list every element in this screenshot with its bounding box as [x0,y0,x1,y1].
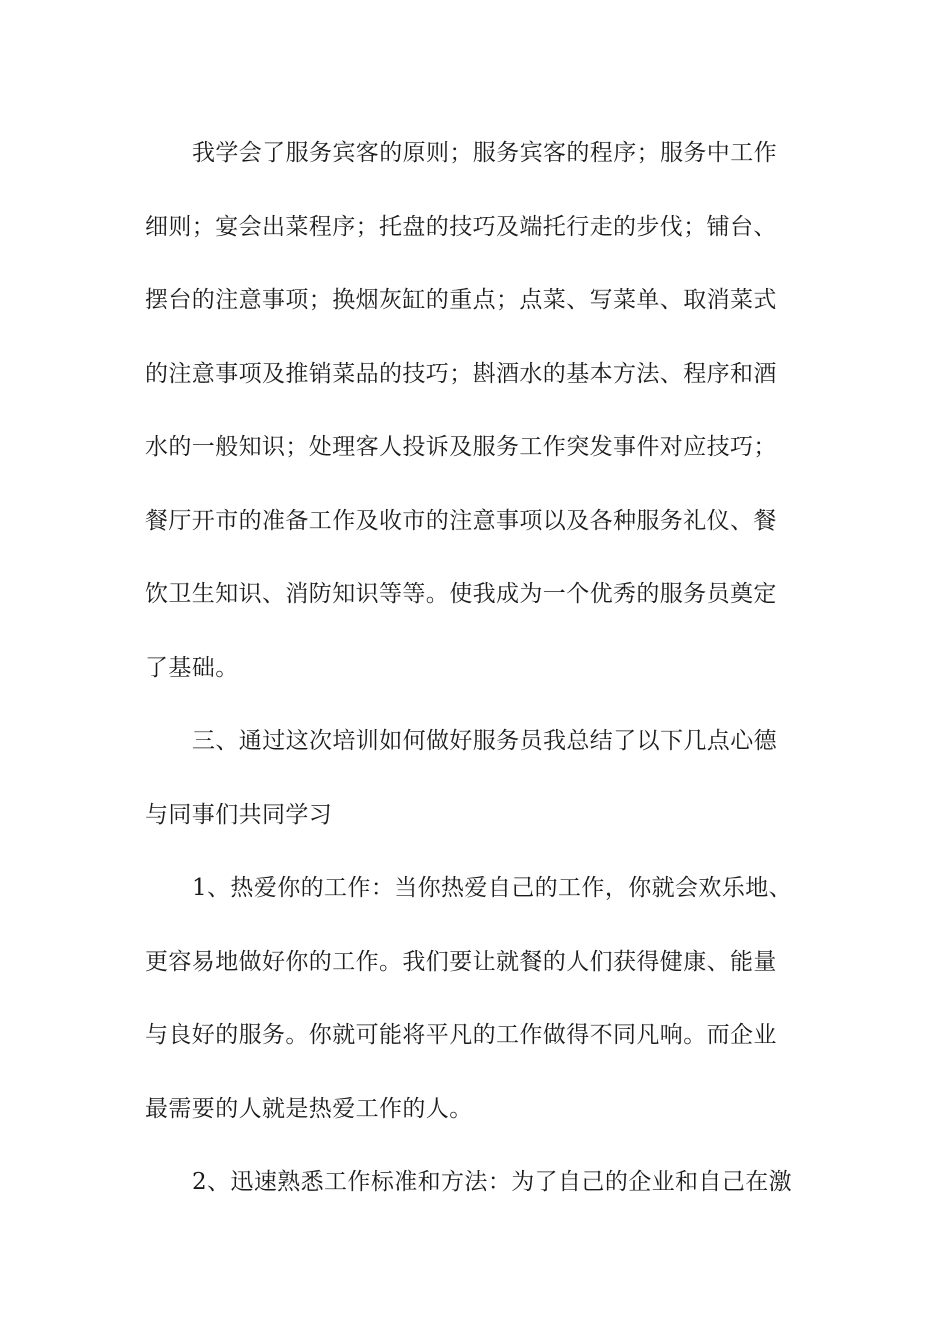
section-heading: 三、通过这次培训如何做好服务员我总结了以下几点心德 [192,728,777,754]
text-line: 饮卫生知识、消防知识等等。使我成为一个优秀的服务员奠定 [145,581,777,607]
text-line: 的注意事项及推销菜品的技巧；斟酒水的基本方法、程序和酒 [145,361,777,387]
text-line: 更容易地做好你的工作。我们要让就餐的人们获得健康、能量 [145,949,777,975]
text-line: 与良好的服务。你就可能将平凡的工作做得不同凡响。而企业 [145,1022,777,1048]
list-item-1: 1、热爱你的工作：当你热爱自己的工作，你就会欢乐地、 [192,875,793,901]
text-line: 摆台的注意事项；换烟灰缸的重点；点菜、写菜单、取消菜式 [145,287,777,313]
text-line: 与同事们共同学习 [145,802,333,828]
text-line: 最需要的人就是热爱工作的人。 [145,1096,473,1122]
text-line: 细则；宴会出菜程序；托盘的技巧及端托行走的步伐；铺台、 [145,214,777,240]
text-line: 餐厅开市的准备工作及收市的注意事项以及各种服务礼仪、餐 [145,508,777,534]
text-line: 水的一般知识；处理客人投诉及服务工作突发事件对应技巧； [145,434,777,460]
list-item-2: 2、迅速熟悉工作标准和方法：为了自己的企业和自己在激 [192,1169,793,1195]
text-line: 了基础。 [145,655,239,681]
text-line: 我学会了服务宾客的原则；服务宾客的程序；服务中工作 [192,140,777,166]
